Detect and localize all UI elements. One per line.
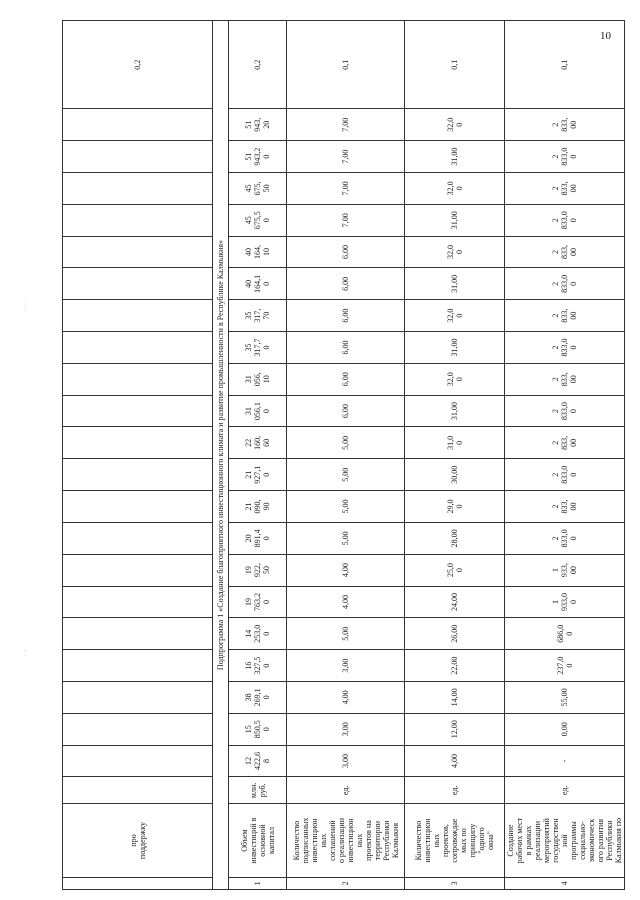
value-cell: 51 943,2 0 (229, 141, 287, 173)
value-cell: 29,0 0 (405, 491, 505, 523)
value-cell: 7,00 (287, 172, 405, 204)
row-number: 2 (287, 877, 405, 889)
value-cell: 31,00 (405, 204, 505, 236)
value-cell: 14,00 (405, 681, 505, 713)
value-cell: 25,0 0 (405, 554, 505, 586)
value-cell: 21 927,1 0 (229, 459, 287, 491)
value-cell: 6,00 (287, 363, 405, 395)
value-cell: 4,00 (405, 745, 505, 777)
value-cell: 45 675,5 0 (229, 204, 287, 236)
value-cell: 22 160, 60 (229, 427, 287, 459)
table-row-partial (63, 21, 213, 890)
row-number: 4 (505, 877, 625, 889)
value-cell: 1 933,0 0 (505, 586, 625, 618)
value-cell: 40 164, 10 (229, 236, 287, 268)
value-cell: 32,0 0 (405, 172, 505, 204)
value-cell: 19 922, 50 (229, 554, 287, 586)
value-cell: 5,00 (287, 522, 405, 554)
row-unit: ед. (405, 777, 505, 804)
value-cell: 2 833, 00 (505, 172, 625, 204)
scan-mark: · · (22, 650, 30, 657)
value-cell: 5,00 (287, 618, 405, 650)
value-cell: 5,00 (287, 459, 405, 491)
value-cell: 16 327,5 0 (229, 650, 287, 682)
value-cell: 14 253,0 0 (229, 618, 287, 650)
value-cell: 32,0 0 (405, 363, 505, 395)
value-cell: 3,00 (287, 745, 405, 777)
table-row (405, 21, 505, 890)
row-name: про поддержку (63, 804, 213, 877)
value-cell: 2 833,0 0 (505, 332, 625, 364)
scan-mark: · · · (22, 300, 30, 311)
value-cell: 51 943, 20 (229, 109, 287, 141)
row-name: Количество подписанных инвестицион ных соглашений о реализации инвестицион ных проектов на территории Республики Калмыкия (287, 804, 405, 877)
table-row (229, 21, 287, 890)
value-cell: 2 833,0 0 (505, 268, 625, 300)
value-cell: 5,00 (287, 427, 405, 459)
value-cell: 12 422,6 8 (229, 745, 287, 777)
row-unit: ед. (287, 777, 405, 804)
value-cell: 3,00 (287, 713, 405, 745)
value-cell: 237,0 0 (505, 650, 625, 682)
value-cell: 12,00 (405, 713, 505, 745)
value-cell: 31,00 (405, 395, 505, 427)
value-cell: 6,00 (287, 395, 405, 427)
value-cell: 28,00 (405, 522, 505, 554)
value-cell: 3,00 (287, 650, 405, 682)
row-last-value: 0,2 (229, 21, 287, 109)
rotated-page (62, 20, 623, 890)
value-cell: 4,00 (287, 586, 405, 618)
value-cell: 2 833, 00 (505, 363, 625, 395)
value-cell: 2 833, 00 (505, 491, 625, 523)
row-unit: млн. руб. (229, 777, 287, 804)
value-cell: 1 933, 00 (505, 554, 625, 586)
value-cell: 31 056, 10 (229, 363, 287, 395)
value-cell: 6,00 (287, 300, 405, 332)
rotated-table-wrapper (62, 20, 623, 890)
value-cell: 31,00 (405, 332, 505, 364)
value-cell: 7,00 (287, 109, 405, 141)
table-row (287, 21, 405, 890)
row-number: 3 (405, 877, 505, 889)
value-cell: - (505, 745, 625, 777)
value-cell: 4,00 (287, 681, 405, 713)
value-cell: 35 317,7 0 (229, 332, 287, 364)
value-cell: 32,0 0 (405, 300, 505, 332)
value-cell: 22,00 (405, 650, 505, 682)
value-cell: 45 675, 50 (229, 172, 287, 204)
row-name: Создание рабочих мест в рамках реализации мероприятий государствен ной программы социально- экономическ ого развития Республики Калмыкия по (505, 804, 625, 877)
value-cell: 31 056,1 0 (229, 395, 287, 427)
value-cell: 31,00 (405, 141, 505, 173)
value-cell: 686,0 0 (505, 618, 625, 650)
value-cell: 6,00 (287, 332, 405, 364)
value-cell: 7,00 (287, 141, 405, 173)
value-cell: 32,0 0 (405, 109, 505, 141)
table-row (505, 21, 625, 890)
value-cell: 6,00 (287, 236, 405, 268)
row-last-value: 0,1 (505, 21, 625, 109)
value-cell: 2 833, 00 (505, 109, 625, 141)
value-cell: 7,00 (287, 204, 405, 236)
row-name: Объем инвестиций в основной капитал (229, 804, 287, 877)
value-cell: 0,00 (505, 713, 625, 745)
value-cell: 15 850,5 0 (229, 713, 287, 745)
value-cell: 2 833,0 0 (505, 141, 625, 173)
row-last-value: 0,2 (63, 21, 213, 109)
value-cell: 21 090, 90 (229, 491, 287, 523)
value-cell: 26,00 (405, 618, 505, 650)
row-last-value: 0,1 (405, 21, 505, 109)
value-cell: 55,00 (505, 681, 625, 713)
value-cell: 2 833,0 0 (505, 395, 625, 427)
row-last-value: 0,1 (287, 21, 405, 109)
row-number: 1 (229, 877, 287, 889)
subprogram-row (213, 21, 229, 890)
value-cell: 5,00 (287, 491, 405, 523)
page-number: 10 (600, 30, 611, 42)
indicators-table (62, 20, 625, 890)
value-cell: 31,0 0 (405, 427, 505, 459)
value-cell: 2 833,0 0 (505, 459, 625, 491)
value-cell: 31,00 (405, 268, 505, 300)
value-cell: 40 164,1 0 (229, 268, 287, 300)
row-unit: ед. (505, 777, 625, 804)
value-cell: 2 833, 00 (505, 300, 625, 332)
value-cell: 6,00 (287, 268, 405, 300)
value-cell: 2 833,0 0 (505, 522, 625, 554)
value-cell: 4,00 (287, 554, 405, 586)
value-cell: 24,00 (405, 586, 505, 618)
value-cell: 30,00 (405, 459, 505, 491)
subprogram-title: Подпрограмма 1 «Создание благоприятного инвестиционного климата и развитие промышленности в Республике Калмыкия» (213, 21, 229, 890)
row-name: Количество инвестицион ных проектов, сопровождае мых по принципу "одного окна" (405, 804, 505, 877)
value-cell: 35 317, 70 (229, 300, 287, 332)
value-cell: 2 833, 00 (505, 427, 625, 459)
value-cell: 20 891,4 0 (229, 522, 287, 554)
value-cell: 2 833, 00 (505, 236, 625, 268)
value-cell: 32,0 0 (405, 236, 505, 268)
value-cell: 2 833,0 0 (505, 204, 625, 236)
value-cell: 38 269,1 0 (229, 681, 287, 713)
value-cell: 19 763,2 0 (229, 586, 287, 618)
